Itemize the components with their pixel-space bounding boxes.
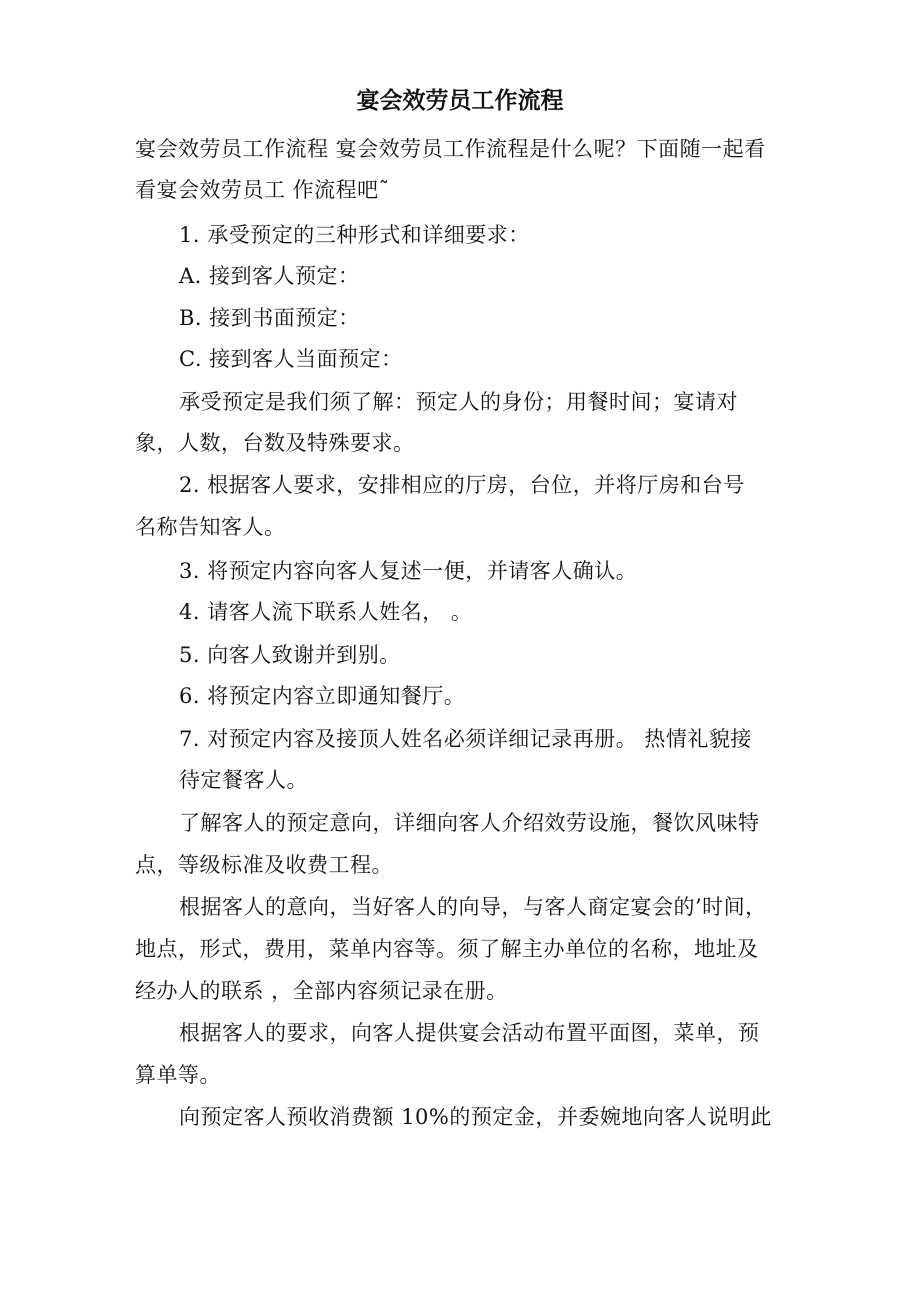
body-line: 经办人的联系 ，全部内容须记录在册。 — [135, 979, 508, 1003]
body-line: 点，等级标准及收费工程。 — [135, 853, 393, 877]
body-line: 向预定客人预收消费额 10%的预定金，并委婉地向客人说明此 — [179, 1105, 772, 1129]
list-item: C. 接到客人当面预定： — [179, 347, 403, 371]
body-line: 待定餐客人。 — [179, 768, 308, 792]
list-item: 5. 向客人致谢并到别。 — [179, 643, 401, 667]
list-item: 7. 对预定内容及接顶人姓名必须详细记录再册。 热情礼貌接 — [179, 727, 752, 751]
body-line: 地点，形式，费用，菜单内容等。须了解主办单位的名称，地址及 — [135, 937, 759, 961]
body-line: 看宴会效劳员工 作流程吧˜ — [135, 178, 390, 202]
body-line: 承受预定是我们须了解：预定人的身份；用餐时间；宴请对 — [179, 390, 738, 414]
document-title: 宴会效劳员工作流程 — [356, 88, 564, 114]
list-item: A. 接到客人预定： — [179, 264, 360, 288]
list-item: B. 接到书面预定： — [179, 306, 360, 330]
body-line: 了解客人的预定意向，详细向客人介绍效劳设施，餐饮风味特 — [179, 811, 760, 835]
body-line: 象，人数，台数及特殊要求。 — [135, 431, 415, 455]
body-line: 根据客人的要求，向客人提供宴会活动布置平面图，菜单，预 — [179, 1021, 760, 1045]
list-item: 4. 请客人流下联系人姓名， 。 — [179, 600, 473, 624]
list-item: 2. 根据客人要求，安排相应的厅房，台位，并将厅房和台号 — [179, 473, 745, 497]
body-line: 名称告知客人。 — [135, 515, 286, 539]
list-item: 3. 将预定内容向客人复述一便，并请客人确认。 — [179, 559, 638, 583]
body-line: 算单等。 — [135, 1063, 221, 1087]
list-item: 1. 承受预定的三种形式和详细要求： — [179, 223, 530, 247]
body-line: 根据客人的意向，当好客人的向导，与客人商定宴会的’时间， — [179, 895, 767, 919]
body-line: 宴会效劳员工作流程 宴会效劳员工作流程是什么呢？下面随一起看 — [135, 137, 766, 161]
list-item: 6. 将预定内容立即通知餐厅。 — [179, 684, 466, 708]
